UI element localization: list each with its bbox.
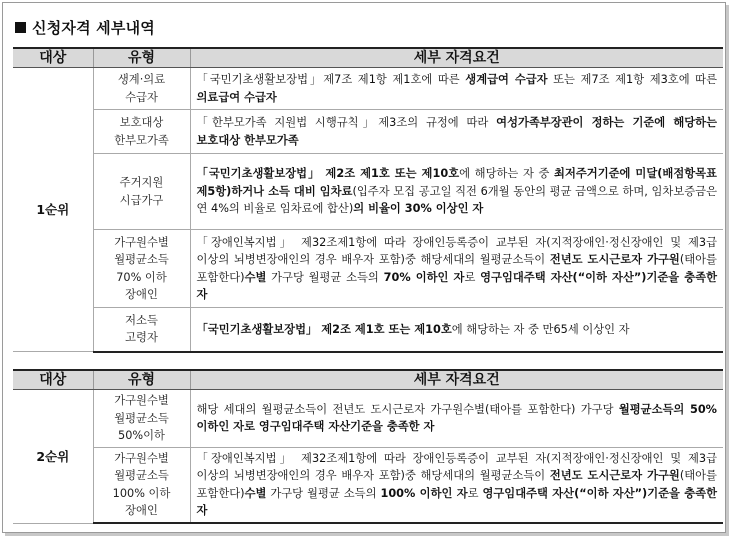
- requirement-cell: [190, 447, 723, 523]
- square-bullet-icon: [15, 22, 26, 33]
- type-cell: [93, 110, 190, 154]
- requirement-emphasis: 영구임대주택 자산(“이하 자산”)기준을 충족한 자: [196, 486, 717, 518]
- table-row: [13, 390, 723, 448]
- requirement-emphasis: 전년도 도시근로자 가구원: [549, 469, 680, 483]
- requirement-cell: [190, 390, 723, 448]
- type-line: 70% 이하: [116, 270, 167, 284]
- type-line: 수급자: [125, 90, 158, 104]
- type-line: 월평균소득: [114, 469, 169, 483]
- requirement-cell: [190, 308, 723, 352]
- section-title-text: 신청자격 세부내역: [32, 19, 155, 37]
- requirement-emphasis: 생계급여 수급자: [465, 73, 548, 86]
- requirement-cell: [190, 154, 723, 230]
- header-detail: 세부 자격요건: [190, 370, 723, 390]
- requirement-emphasis: 「국민기초생활보장법」 제2조 제1호 또는 제10호: [196, 322, 452, 336]
- rank2-header-row: [13, 370, 723, 390]
- header-target: 대상: [13, 48, 93, 68]
- rank-label: 2순위: [13, 390, 93, 524]
- requirement-text: 또는 제7조 제1항 제3호에 따른: [547, 73, 718, 86]
- header-target: 대상: [13, 370, 93, 390]
- type-line: 100% 이하: [112, 486, 171, 500]
- type-line: 시급가구: [119, 193, 164, 207]
- document-frame: [2, 2, 726, 533]
- requirement-text: 로: [464, 270, 481, 284]
- rank1-header-row: [13, 48, 723, 68]
- requirement-emphasis: 수별: [244, 486, 267, 500]
- requirement-text: 해당 세대의 월평균소득이 전년도 도시근로자 가구원수별(태아를 포함한다) 가구당: [196, 402, 619, 416]
- type-cell: [93, 390, 190, 448]
- section-title: [15, 17, 155, 38]
- type-line: 한부모가족: [114, 133, 169, 147]
- table-row: [13, 110, 723, 154]
- type-line: 고령자: [125, 331, 158, 345]
- requirement-emphasis: 의 비율이 30% 이상인 자: [353, 202, 484, 216]
- requirement-emphasis: 「국민기초생활보장법」 제2조 제1호 또는 제10호: [196, 167, 460, 181]
- type-line: 가구원수별: [114, 235, 169, 249]
- requirement-cell: [190, 230, 723, 308]
- requirement-emphasis: 최저주거기준에 미달(배점항목표 제5항)하거나 소득 대비 임차료: [196, 167, 717, 198]
- type-line: 월평균소득: [114, 411, 169, 425]
- type-cell: [93, 447, 190, 523]
- rank-label: 1순위: [13, 68, 93, 352]
- type-line: 저소득: [125, 313, 158, 327]
- table-row: [13, 154, 723, 230]
- table-row: [13, 230, 723, 308]
- rank1-table: [13, 47, 723, 353]
- requirement-emphasis: 영구임대주택 자산(“이하 자산”)기준을 충족한 자: [196, 270, 718, 301]
- table-row: [13, 447, 723, 523]
- requirement-text: 「국민기초생활보장법」제7조 제1항 제1호에 따른: [196, 73, 466, 86]
- type-line: 장애인: [125, 288, 158, 301]
- type-line: 가구원수별: [114, 451, 169, 465]
- header-type: 유형: [93, 48, 190, 68]
- requirement-text: (입주자 모집 공고일 직전 6개월 동안의 평균 금액으로 하며, 임차보증금은 연 4%의 비율로 임차료에 합산): [196, 184, 717, 216]
- header-type: 유형: [93, 370, 190, 390]
- requirement-text: 가구당 월평균 소득의: [266, 270, 384, 284]
- requirement-text: 에 해당하는 자 중 만65세 이상인 자: [451, 322, 630, 336]
- header-detail: 세부 자격요건: [190, 48, 723, 68]
- type-cell: [93, 230, 190, 308]
- rank2-table: [13, 369, 723, 524]
- requirement-emphasis: 여성가족부장관이 정하는 기준에 해당하는 보호대상 한부모가족: [196, 116, 718, 147]
- requirement-text: 로: [467, 486, 483, 500]
- requirement-emphasis: 월평균소득의 50% 이하인 자로 영구임대주택 자산기준을 충족한 자: [196, 402, 717, 434]
- type-cell: [93, 308, 190, 352]
- requirement-emphasis: 의료급여 수급자: [196, 90, 277, 104]
- type-line: 월평균소득: [114, 253, 169, 266]
- type-line: 주거지원: [119, 176, 164, 189]
- table-row: [13, 308, 723, 352]
- requirement-emphasis: 수별: [244, 270, 267, 284]
- type-line: 보호대상: [119, 116, 164, 129]
- type-cell: [93, 68, 190, 110]
- requirement-cell: [190, 68, 723, 110]
- requirement-text: 에 해당하는 자 중: [459, 167, 555, 181]
- requirement-text: (태아를 포함한다): [196, 469, 717, 500]
- requirement-text: 「한부모가족 지원법 시행규칙」제3조의 규정에 따라: [196, 116, 497, 129]
- requirement-emphasis: 70% 이하인 자: [383, 270, 465, 284]
- requirement-text: 가구당 월평균 소득의: [266, 486, 381, 500]
- table-row: [13, 68, 723, 110]
- type-cell: [93, 154, 190, 230]
- type-line: 장애인: [125, 504, 158, 518]
- type-line: 생계·의료: [117, 73, 166, 86]
- requirement-text: 「장애인복지법」 제32조제1항에 따라 장애인등록증이 교부된 자(지적장애인·정신장애인 및 제3급 이상의 뇌병변장애인의 경우 배우자 포함)중 해당세대의 월평균소득이: [196, 451, 717, 483]
- requirement-emphasis: 전년도 도시근로자 가구원: [549, 253, 680, 266]
- requirement-cell: [190, 110, 723, 154]
- requirement-text: (태아를 포함한다): [196, 253, 717, 284]
- type-line: 50%이하: [118, 429, 165, 442]
- requirement-text: 「장애인복지법」 제32조제1항에 따라 장애인등록증이 교부된 자(지적장애인·정신장애인 및 제3급 이상의 뇌병변장애인의 경우 배우자 포함)중 해당세대의 월평균소득이: [196, 235, 717, 266]
- requirement-emphasis: 100% 이하인 자: [380, 486, 468, 500]
- type-line: 가구원수별: [114, 394, 169, 407]
